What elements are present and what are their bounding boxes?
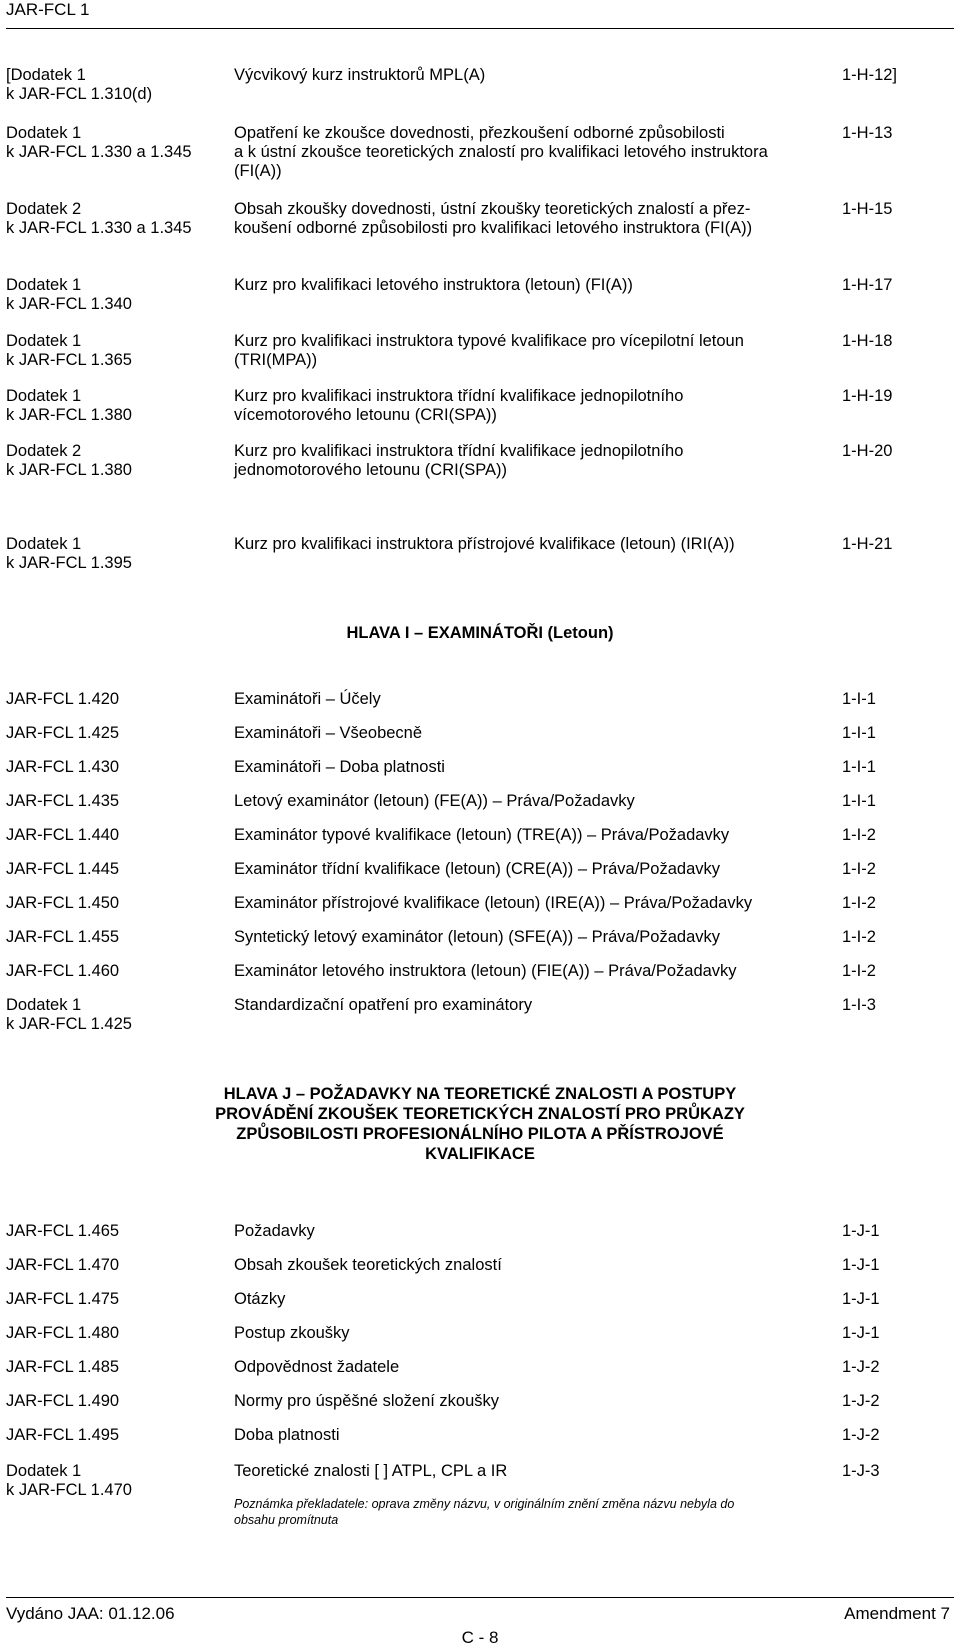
toc-title: Examinátor třídní kvalifikace (letoun) (CRE(A)) – Práva/Požadavky (234, 860, 721, 878)
toc-title: Postup zkoušky (234, 1324, 350, 1342)
toc-ref: Dodatek 1 k JAR-FCL 1.380 (6, 387, 132, 424)
toc-page: 1-I-2 (842, 928, 876, 946)
toc-page: 1-H-12] (842, 66, 898, 84)
toc-ref: [Dodatek 1 k JAR-FCL 1.310(d) (6, 66, 153, 103)
toc-title: Opatření ke zkoušce dovednosti, přezkoušení odborné způsobilosti a k ústní zkoušce teoretických znalostí pro kvalifikaci letového instruktora (FI(A)) (234, 124, 768, 180)
toc-ref: Dodatek 1 k JAR-FCL 1.395 (6, 535, 132, 572)
toc-page: 1-I-1 (842, 792, 876, 810)
toc-ref: JAR-FCL 1.435 (6, 792, 120, 810)
toc-title: Examinátor letového instruktora (letoun) (FIE(A)) – Práva/Požadavky (234, 962, 737, 980)
toc-title: Letový examinátor (letoun) (FE(A)) – Práva/Požadavky (234, 792, 635, 810)
toc-page: 1-I-1 (842, 758, 876, 776)
toc-ref: Dodatek 1 k JAR-FCL 1.470 (6, 1462, 132, 1499)
toc-page: 1-J-2 (842, 1358, 880, 1376)
toc-page: 1-H-20 (842, 442, 893, 460)
toc-ref: Dodatek 2 k JAR-FCL 1.330 a 1.345 (6, 200, 192, 237)
toc-ref: JAR-FCL 1.450 (6, 894, 120, 912)
toc-page: 1-I-2 (842, 894, 876, 912)
toc-ref: JAR-FCL 1.490 (6, 1392, 120, 1410)
toc-page: 1-J-1 (842, 1256, 880, 1274)
toc-title: Syntetický letový examinátor (letoun) (SFE(A)) – Práva/Požadavky (234, 928, 721, 946)
toc-title: Odpovědnost žadatele (234, 1358, 400, 1376)
document-header-title: JAR-FCL 1 (6, 0, 90, 19)
toc-ref: Dodatek 1 k JAR-FCL 1.425 (6, 996, 132, 1033)
footer-amendment: Amendment 7 (844, 1604, 950, 1623)
section-heading-j: HLAVA J – POŽADAVKY NA TEORETICKÉ ZNALOSTI A POSTUPY PROVÁDĚNÍ ZKOUŠEK TEORETICKÝCH ZNALOSTÍ PRO PRŮKAZY ZPŮSOBILOSTI PROFESIONÁLNÍHO PILOTA A PŘÍSTROJOVÉ KVALIFIKACE (215, 1085, 745, 1163)
toc-ref: JAR-FCL 1.445 (6, 860, 120, 878)
toc-page: 1-I-2 (842, 826, 876, 844)
toc-title: Examinátor typové kvalifikace (letoun) (TRE(A)) – Práva/Požadavky (234, 826, 730, 844)
toc-page: 1-H-15 (842, 200, 893, 218)
toc-title: Kurz pro kvalifikaci instruktora přístrojové kvalifikace (letoun) (IRI(A)) (234, 535, 735, 553)
toc-ref: JAR-FCL 1.495 (6, 1426, 120, 1444)
section-heading-i: HLAVA I – EXAMINÁTOŘI (Letoun) (346, 624, 614, 642)
toc-page: 1-H-21 (842, 535, 893, 553)
toc-page: 1-H-18 (842, 332, 893, 350)
translator-note: Poznámka překladatele: oprava změny názvu, v originálním znění změna názvu nebyla do obsahu promítnuta (234, 1497, 735, 1527)
toc-page: 1-I-1 (842, 690, 876, 708)
toc-title: Normy pro úspěšné složení zkoušky (234, 1392, 500, 1410)
toc-title: Kurz pro kvalifikaci instruktora typové kvalifikace pro vícepilotní letoun (TRI(MPA)) (234, 332, 744, 369)
toc-page: 1-I-2 (842, 860, 876, 878)
toc-ref: Dodatek 1 k JAR-FCL 1.365 (6, 332, 132, 369)
toc-title: Examinátoři – Všeobecně (234, 724, 423, 742)
toc-page: 1-I-1 (842, 724, 876, 742)
toc-page: 1-J-3 (842, 1462, 880, 1480)
toc-ref: JAR-FCL 1.480 (6, 1324, 120, 1342)
toc-page: 1-H-17 (842, 276, 893, 294)
toc-page: 1-I-3 (842, 996, 876, 1014)
toc-title: Examinátoři – Účely (234, 690, 381, 708)
toc-title: Doba platnosti (234, 1426, 340, 1444)
toc-ref: Dodatek 2 k JAR-FCL 1.380 (6, 442, 132, 479)
toc-title: Požadavky (234, 1222, 315, 1240)
toc-title: Teoretické znalosti [ ] ATPL, CPL a IR (234, 1462, 508, 1480)
footer-page-number: C - 8 (461, 1628, 499, 1647)
toc-page: 1-J-2 (842, 1392, 880, 1410)
toc-ref: JAR-FCL 1.465 (6, 1222, 120, 1240)
footer-issue-date: Vydáno JAA: 01.12.06 (6, 1604, 175, 1623)
toc-page: 1-H-19 (842, 387, 893, 405)
footer-divider (6, 1597, 954, 1598)
toc-title: Otázky (234, 1290, 286, 1308)
toc-ref: JAR-FCL 1.440 (6, 826, 120, 844)
toc-ref: Dodatek 1 k JAR-FCL 1.330 a 1.345 (6, 124, 192, 161)
toc-ref: JAR-FCL 1.420 (6, 690, 120, 708)
toc-title: Obsah zkoušek teoretických znalostí (234, 1256, 502, 1274)
toc-page: 1-J-2 (842, 1426, 880, 1444)
toc-page: 1-J-1 (842, 1324, 880, 1342)
toc-title: Kurz pro kvalifikaci letového instruktora (letoun) (FI(A)) (234, 276, 633, 294)
toc-ref: JAR-FCL 1.430 (6, 758, 120, 776)
toc-page: 1-J-1 (842, 1222, 880, 1240)
toc-ref: JAR-FCL 1.470 (6, 1256, 120, 1274)
toc-page: 1-H-13 (842, 124, 893, 142)
toc-ref: JAR-FCL 1.455 (6, 928, 120, 946)
toc-title: Standardizační opatření pro examinátory (234, 996, 533, 1014)
toc-title: Kurz pro kvalifikaci instruktora třídní kvalifikace jednopilotního jednomotorového letounu (CRI(SPA)) (234, 442, 684, 479)
toc-title: Výcvikový kurz instruktorů MPL(A) (234, 66, 486, 84)
header-divider (6, 28, 954, 29)
toc-title: Examinátor přístrojové kvalifikace (letoun) (IRE(A)) – Práva/Požadavky (234, 894, 753, 912)
toc-title: Examinátoři – Doba platnosti (234, 758, 445, 776)
toc-ref: JAR-FCL 1.460 (6, 962, 120, 980)
toc-ref: JAR-FCL 1.425 (6, 724, 120, 742)
toc-ref: Dodatek 1 k JAR-FCL 1.340 (6, 276, 132, 313)
toc-title: Kurz pro kvalifikaci instruktora třídní kvalifikace jednopilotního vícemotorového letounu (CRI(SPA)) (234, 387, 684, 424)
toc-page: 1-I-2 (842, 962, 876, 980)
toc-page: 1-J-1 (842, 1290, 880, 1308)
toc-ref: JAR-FCL 1.475 (6, 1290, 120, 1308)
toc-ref: JAR-FCL 1.485 (6, 1358, 120, 1376)
toc-title: Obsah zkoušky dovednosti, ústní zkoušky teoretických znalostí a přez- koušení odborné způsobilosti pro kvalifikaci letového instruktora (FI(A)) (234, 200, 753, 237)
